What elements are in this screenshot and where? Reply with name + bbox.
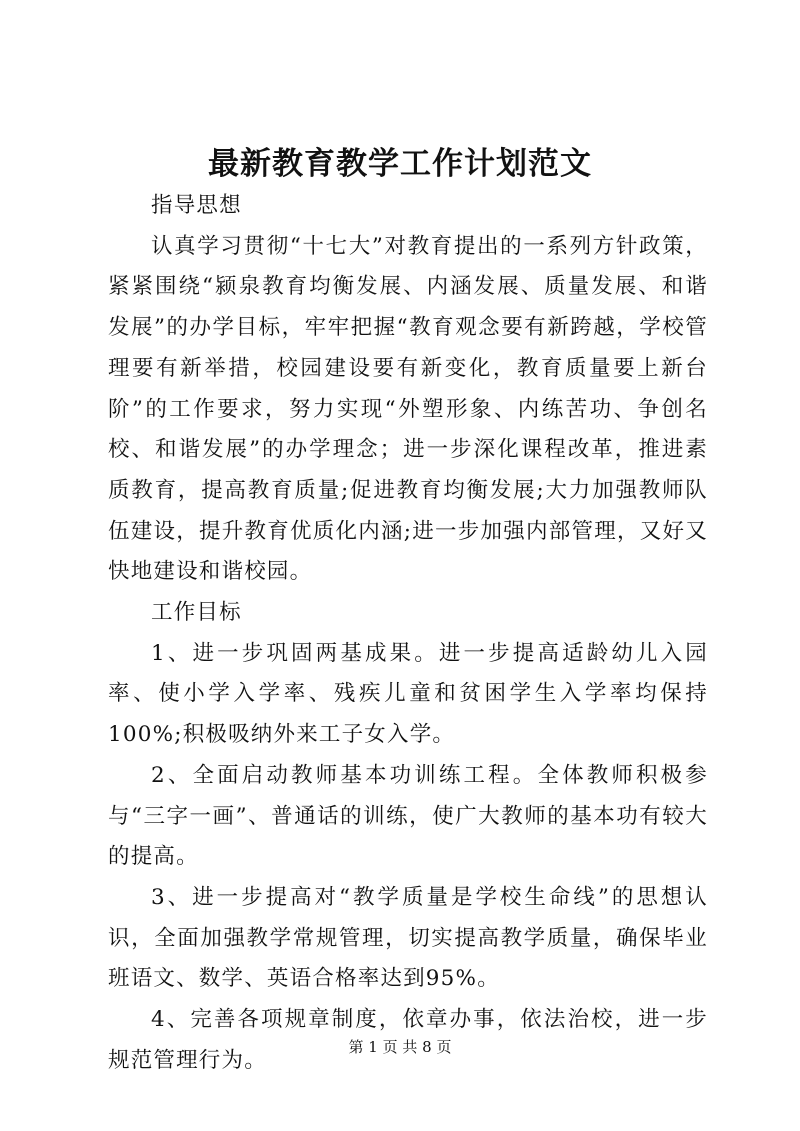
section-heading-guiding: 指导思想 [151,193,242,218]
goal-item-2: 2、全面启动教师基本功训练工程。全体教师积极参与“三字一画”、普通话的训练，使广大教师的基本功有较大的提高。 [108,762,708,870]
paragraph-guiding: 认真学习贯彻“十七大”对教育提出的一系列方针政策，紧紧围绕“颍泉教育均衡发展、内涵发展、质量发展、和谐发展”的办学目标，牢牢把握“教育观念要有新跨越，学校管理要有新举措，校园建设要有新变化，教育质量要上新台阶”的工作要求，努力实现“外塑形象、内练苦功、争创名校、和谐发展”的办学理念；进一步深化课程改革，推进素质教育，提高教育质量;促进教育均衡发展;大力加强教师队伍建设，提升教育优质化内涵;进一步加强内部管理，又好又快地建设和谐校园。 [108,233,708,585]
goal-item-1: 1、进一步巩固两基成果。进一步提高适龄幼儿入园率、使小学入学率、残疾儿童和贫困学生入学率均保持100%;积极吸纳外来工子女入学。 [108,640,708,748]
goal-item-4: 4、完善各项规章制度，依章办事，依法治校，进一步规范管理行为。 [108,1007,708,1073]
section-heading-goals: 工作目标 [151,600,242,626]
document-body [108,186,708,1081]
document-title: 最新教育教学工作计划范文 [208,146,592,182]
page-footer: 第 1 页 共 8 页 [348,1038,452,1056]
goal-item-3: 3、进一步提高对“教学质量是学校生命线”的思想认识，全面加强教学常规管理，切实提高教学质量，确保毕业班语文、数学、英语合格率达到95%。 [108,884,708,992]
